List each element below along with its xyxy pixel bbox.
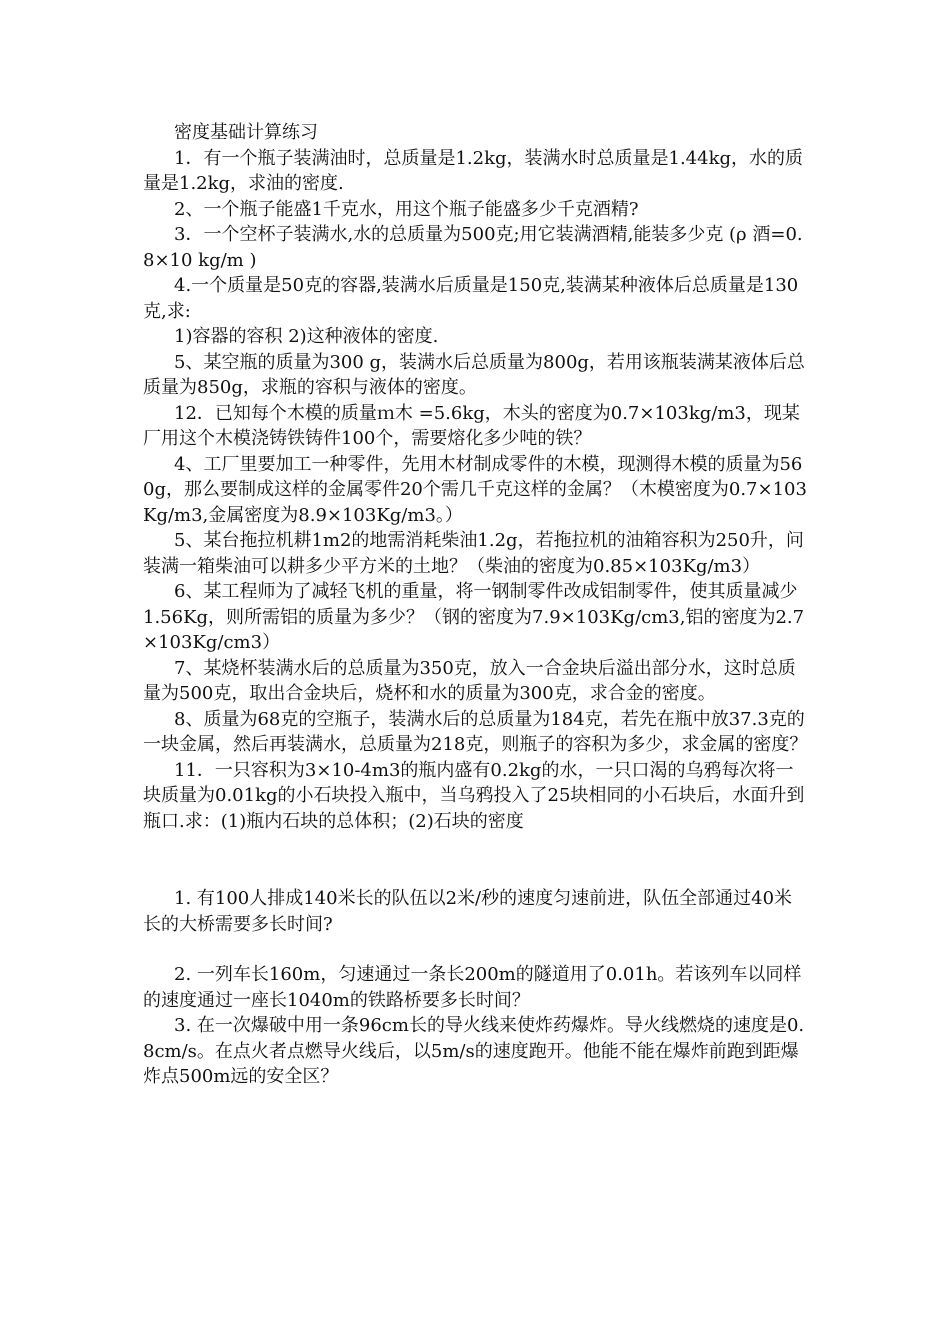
- problem-paragraph: 4、工厂里要加工一种零件，先用木材制成零件的木模，现测得木模的质量为560g，那么要制成这样的金属零件20个需几千克这样的金属？（木模密度为0.7×103Kg/m3,金属密度为8.9×103Kg/m3。）: [143, 453, 807, 526]
- section-spacer: [143, 937, 808, 962]
- problem-paragraph: 11．一只容积为3×10-4m3的瓶内盛有0.2kg的水，一只口渴的乌鸦每次将一块质量为0.01kg的小石块投入瓶中，当乌鸦投入了25块相同的小石块后，水面升到瓶口.求：(1)瓶内石块的总体积；(2)石块的密度: [143, 759, 805, 832]
- problem-paragraph: 6、某工程师为了减轻飞机的重量，将一钢制零件改成铝制零件，使其质量减少1.56Kg，则所需铝的质量为多少？（钢的密度为7.9×103Kg/cm3,铝的密度为2.7×103Kg/cm3）: [143, 581, 805, 653]
- problem-paragraph: 2、一个瓶子能盛1千克水，用这个瓶子能盛多少千克酒精?: [174, 198, 639, 220]
- problem-paragraph: 1．有一个瓶子装满油时，总质量是1.2kg，装满水时总质量是1.44kg，水的质量是1.2kg，求油的密度.: [143, 147, 804, 194]
- problem-paragraph: 8、质量为68克的空瓶子，装满水后的总质量为184克，若先在瓶中放37.3克的一块金属，然后再装满水，总质量为218克，则瓶子的容积为多少，求金属的密度？: [143, 708, 808, 755]
- speed-problem-paragraph: 2. 一列车长160m，匀速通过一条长200m的隧道用了0.01h。若该列车以同样的速度通过一座长1040m的铁路桥要多长时间？: [143, 964, 802, 1011]
- document-body: [143, 120, 808, 1090]
- speed-problem-paragraph: 3. 在一次爆破中用一条96cm长的导火线来使炸药爆炸。导火线燃烧的速度是0.8cm/s。在点火者点燃导火线后，以5m/s的速度跑开。他能不能在爆炸前跑到距爆炸点500m远的安全区？: [143, 1015, 805, 1087]
- problem-paragraph: 7、某烧杯装满水后的总质量为350克，放入一合金块后溢出部分水，这时总质量为500克，取出合金块后，烧杯和水的质量为300克，求合金的密度。: [143, 657, 796, 704]
- speed-problem-paragraph: 1. 有100人排成140米长的队伍以2米/秒的速度匀速前进，队伍全部通过40米长的大桥需要多长时间?: [143, 888, 793, 935]
- problem-subquestions: 1)容器的容积 2)这种液体的密度.: [174, 326, 439, 347]
- problem-paragraph: 3．一个空杯子装满水,水的总质量为500克;用它装满酒精,能装多少克 (ρ 酒=0.8×10 kg/m ): [143, 224, 803, 271]
- problem-paragraph: 5、某空瓶的质量为300 g，装满水后总质量为800g，若用该瓶装满某液体后总质量为850g，求瓶的容积与液体的密度。: [143, 351, 805, 398]
- problem-paragraph: 5、某台拖拉机耕1m2的地需消耗柴油1.2g，若拖拉机的油箱容积为250升，问装满一箱柴油可以耕多少平方米的土地？（柴油的密度为0.85×103Kg/m3）: [143, 530, 804, 577]
- problem-paragraph: 4.一个质量是50克的容器,装满水后质量是150克,装满某种液体后总质量是130克,求:: [143, 275, 799, 322]
- section-spacer: [143, 834, 808, 886]
- problem-paragraph: 12．已知每个木模的质量ｍ木 =5.6kg，木头的密度为0.7×103kg/m3，现某厂用这个木模浇铸铁铸件100个，需要熔化多少吨的铁？: [143, 402, 800, 449]
- document-title: 密度基础计算练习: [174, 122, 318, 143]
